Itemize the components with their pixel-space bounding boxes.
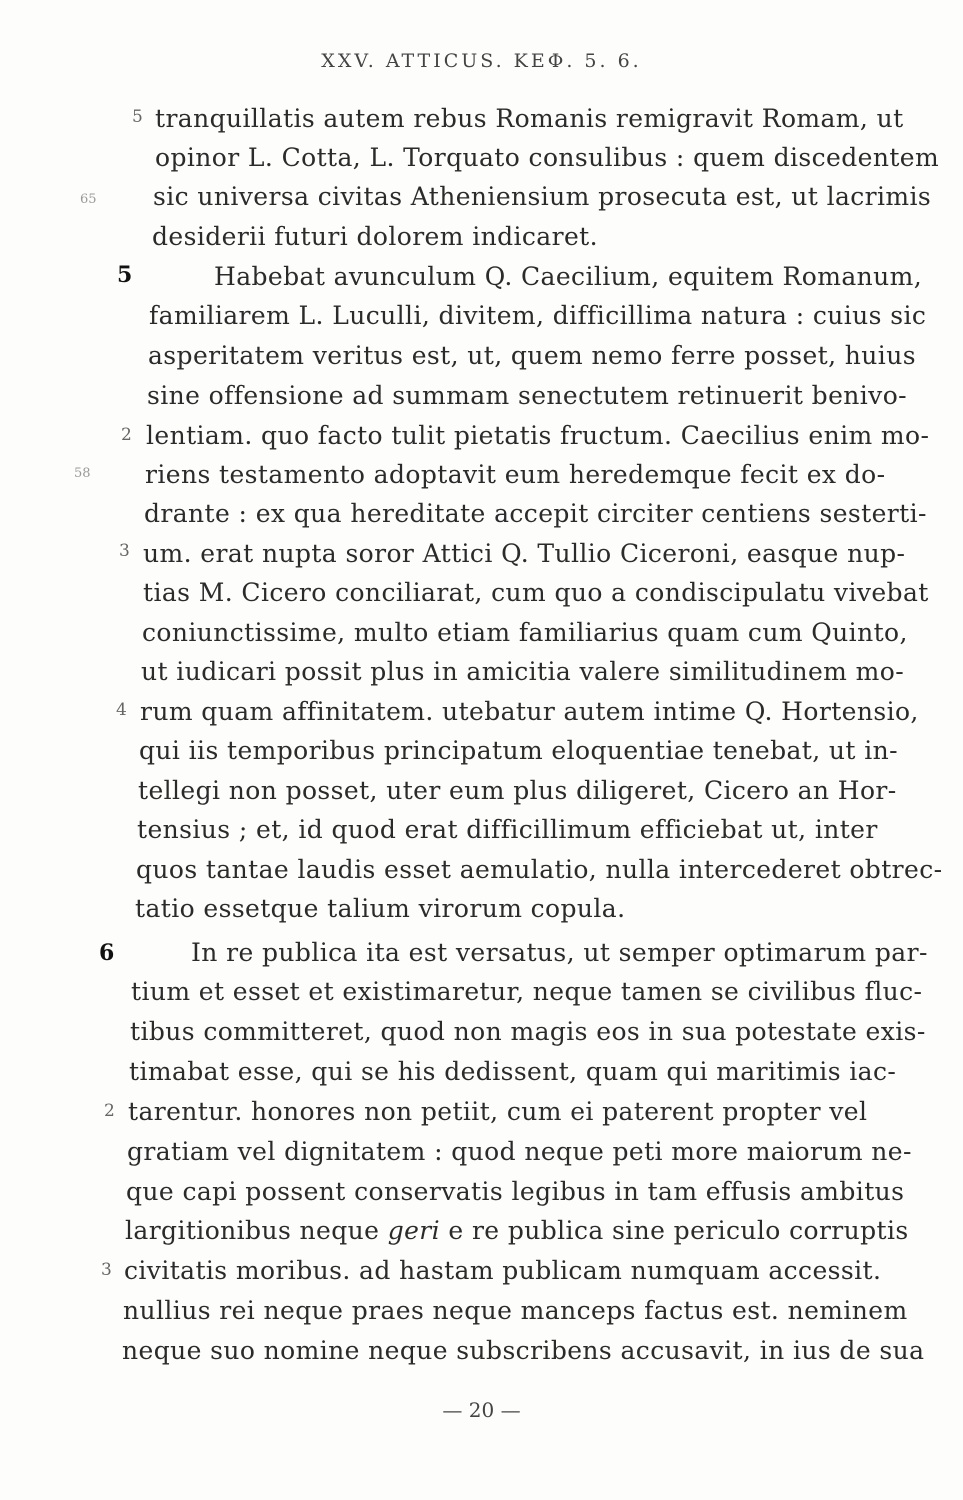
section-number: 4 [116, 700, 127, 720]
text-line: drante : ex qua hereditate accepit circiter centiens sesterti- [144, 499, 927, 528]
text-line [125, 1216, 909, 1245]
text-line: quos tantae laudis esset aemulatio, nulla intercederet obtrec- [136, 855, 943, 884]
text-line: nullius rei neque praes neque manceps factus est. neminem [123, 1296, 908, 1325]
text-line: familiarem L. Luculli, divitem, difficillima natura : cuius sic [149, 301, 927, 330]
text-line: timabat esse, qui se his dedissent, quam qui maritimis iac- [129, 1057, 897, 1086]
text-line: tibus committeret, quod non magis eos in sua potestate exis- [130, 1017, 926, 1046]
text-line: tium et esset et existimaretur, neque tamen se civilibus fluc- [131, 977, 923, 1006]
section-number: 2 [121, 425, 132, 445]
margin-line-number: 65 [80, 192, 97, 207]
text-line: ut iudicari possit plus in amicitia valere similitudinem mo- [141, 657, 905, 686]
text-segment: e re publica sine periculo corruptis [448, 1216, 909, 1245]
chapter-number: 6 [99, 940, 115, 966]
section-number: 3 [101, 1260, 112, 1280]
text-line: Habebat avunculum Q. Caecilium, equitem Romanum, [214, 262, 923, 291]
text-line: tranquillatis autem rebus Romanis remigravit Romam, ut [155, 104, 904, 133]
text-line: gratiam vel dignitatem : quod neque peti more maiorum ne- [127, 1137, 912, 1166]
text-line: tensius ; et, id quod erat difficillimum efficiebat ut, inter [137, 815, 878, 844]
text-segment: largitionibus neque [125, 1216, 380, 1245]
text-line: tellegi non posset, uter eum plus diligeret, Cicero an Hor- [138, 776, 897, 805]
text-line: civitatis moribus. ad hastam publicam numquam accessit. [124, 1256, 882, 1285]
section-number: 5 [132, 107, 143, 127]
section-number: 3 [119, 541, 130, 561]
text-line: tarentur. honores non petiit, cum ei paterent propter vel [128, 1097, 868, 1126]
text-line: sic universa civitas Atheniensium prosecuta est, ut lacrimis [153, 182, 932, 211]
text-line: riens testamento adoptavit eum heredemque fecit ex do- [145, 460, 886, 489]
text-line: opinor L. Cotta, L. Torquato consulibus : quem discedentem [155, 143, 940, 172]
text-line: desiderii futuri dolorem indicaret. [152, 222, 598, 251]
italic-word: geri [387, 1216, 441, 1245]
text-line: que capi possent conservatis legibus in tam effusis ambitus [126, 1177, 905, 1206]
text-line: tatio essetque talium virorum copula. [135, 894, 626, 923]
text-line: qui iis temporibus principatum eloquentiae tenebat, ut in- [139, 736, 898, 765]
text-line: um. erat nupta soror Attici Q. Tullio Ciceroni, easque nup- [143, 539, 906, 568]
text-line: coniunctissime, multo etiam familiarius quam cum Quinto, [142, 618, 908, 647]
text-line: tias M. Cicero conciliarat, cum quo a condiscipulatu vivebat [143, 578, 929, 607]
running-header: XXV. ATTICUS. ΚΕΦ. 5. 6. [321, 50, 642, 72]
text-line: In re publica ita est versatus, ut semper optimarum par- [191, 938, 928, 967]
text-line: asperitatem veritus est, ut, quem nemo ferre posset, huius [148, 341, 916, 370]
chapter-number: 5 [117, 262, 133, 288]
text-line: rum quam affinitatem. utebatur autem intime Q. Hortensio, [140, 697, 919, 726]
section-number: 2 [104, 1101, 115, 1121]
page-number: — 20 — [442, 1398, 521, 1422]
text-line: lentiam. quo facto tulit pietatis fructum. Caecilius enim mo- [146, 421, 930, 450]
text-line: neque suo nomine neque subscribens accusavit, in ius de sua [122, 1336, 925, 1365]
text-line: sine offensione ad summam senectutem retinuerit benivo- [147, 381, 908, 410]
margin-line-number: 58 [74, 466, 91, 481]
